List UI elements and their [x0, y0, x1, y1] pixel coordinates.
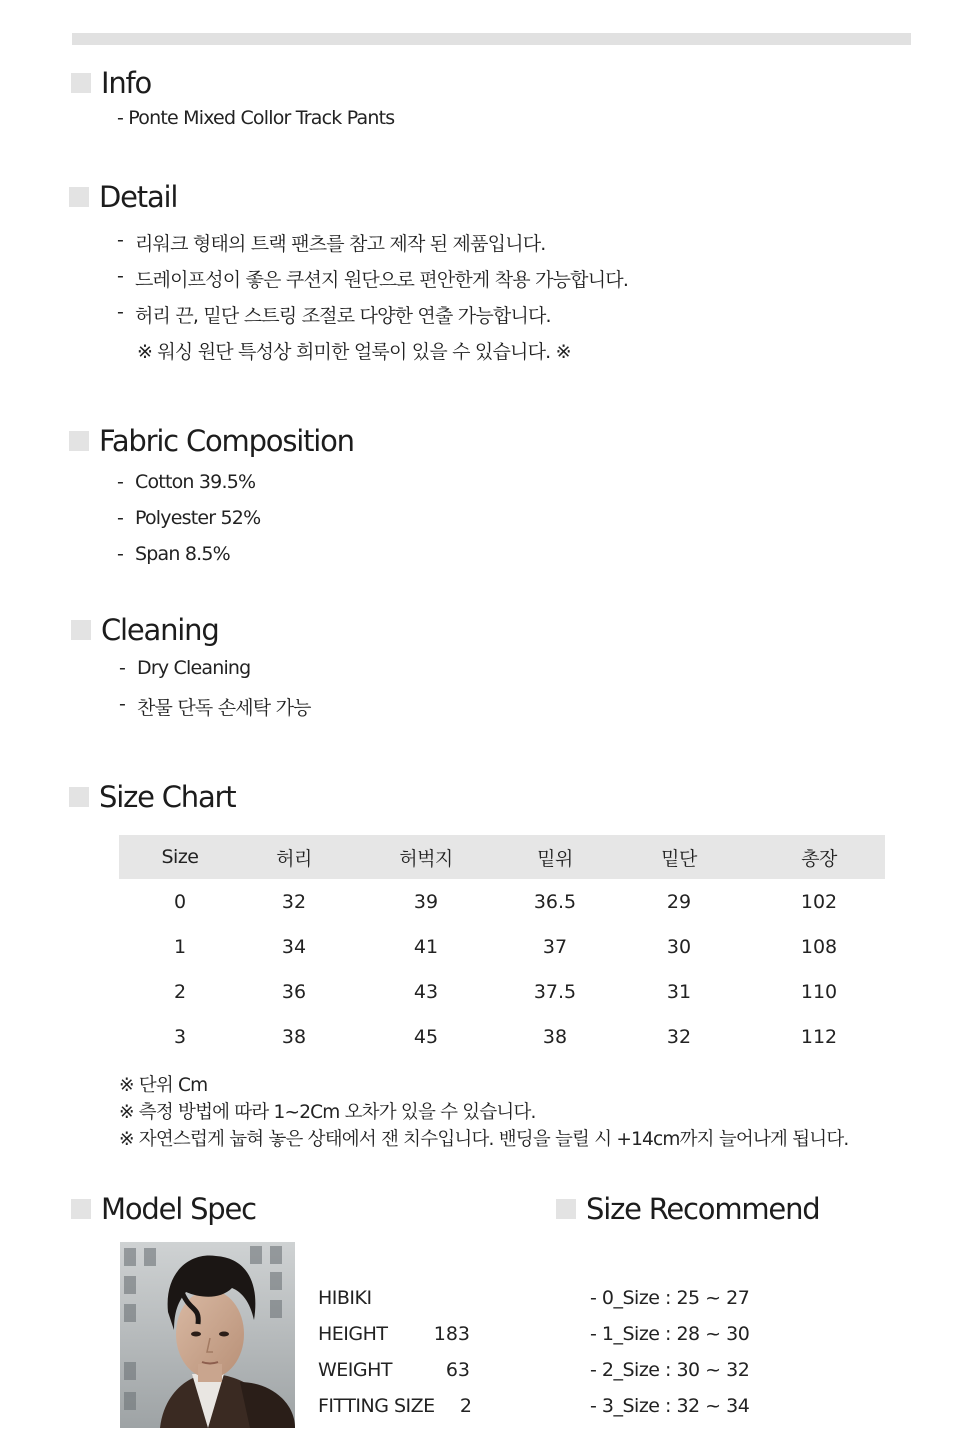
height-value: 183 — [433, 1323, 470, 1345]
table-cell: 34 — [281, 935, 307, 958]
table-cell: 102 — [800, 890, 838, 913]
table-cell: 31 — [666, 980, 692, 1003]
table-cell: 41 — [413, 935, 439, 958]
section-square-icon — [69, 787, 89, 807]
table-cell: 112 — [800, 1025, 838, 1048]
cleaning-title: Cleaning — [101, 613, 219, 647]
section-square-icon — [69, 431, 89, 451]
table-cell: 2 — [173, 980, 187, 1003]
table-cell: 0 — [173, 890, 187, 913]
fitting-size-label: FITTING SIZE — [318, 1395, 435, 1417]
section-square-icon — [71, 1199, 91, 1219]
table-row — [119, 969, 885, 1014]
section-square-icon — [71, 620, 91, 640]
size-note: ※ 자연스럽게 눕혀 놓은 상태에서 잰 치수입니다. 밴딩을 늘릴 시 +14cm까지 늘어나게 됩니다. — [119, 1129, 849, 1150]
table-header-row — [119, 835, 885, 879]
size-note: ※ 측정 방법에 따라 1~2Cm 오차가 있을 수 있습니다. — [119, 1102, 536, 1123]
size-chart-title: Size Chart — [99, 780, 236, 814]
section-square-icon — [71, 73, 91, 93]
table-cell: 37.5 — [533, 980, 577, 1003]
detail-section-header — [69, 180, 177, 214]
size-chart-section-header — [69, 780, 235, 814]
table-cell: 32 — [666, 1025, 692, 1048]
size-recommend-item: - 2_Size : 30 ~ 32 — [590, 1359, 750, 1381]
size-recommend-item: - 0_Size : 25 ~ 27 — [590, 1287, 750, 1309]
product-name: - Ponte Mixed Collor Track Pants — [117, 107, 395, 129]
section-square-icon — [69, 187, 89, 207]
model-spec-title: Model Spec — [101, 1192, 256, 1226]
detail-note: ※ 워싱 원단 특성상 희미한 얼룩이 있을 수 있습니다. ※ — [137, 341, 571, 363]
cleaning-item: - 찬물 단독 손세탁 가능 — [119, 693, 311, 719]
fabric-item: - Span 8.5% — [117, 543, 230, 565]
size-note: ※ 단위 Cm — [119, 1075, 208, 1096]
info-section-header — [71, 66, 151, 100]
table-cell: 36 — [281, 980, 307, 1003]
detail-bullet: - 허리 끈, 밑단 스트링 조절로 다양한 연출 가능합니다. — [117, 301, 551, 327]
size-recommend-item: - 1_Size : 28 ~ 30 — [590, 1323, 750, 1345]
column-header: 밑단 — [661, 847, 697, 870]
model-spec-section-header — [71, 1192, 256, 1226]
fabric-item: - Cotton 39.5% — [117, 471, 256, 493]
table-cell: 3 — [173, 1025, 187, 1048]
detail-title: Detail — [99, 180, 178, 214]
info-title: Info — [101, 66, 152, 100]
table-cell: 1 — [173, 935, 187, 958]
table-cell: 108 — [800, 935, 838, 958]
detail-bullet: - 리워크 형태의 트랙 팬츠를 참고 제작 된 제품입니다. — [117, 229, 546, 255]
size-recommend-title: Size Recommend — [586, 1192, 820, 1226]
table-cell: 30 — [666, 935, 692, 958]
model-name: HIBIKI — [318, 1287, 372, 1309]
fitting-size-value: 2 — [459, 1395, 472, 1417]
fabric-item: - Polyester 52% — [117, 507, 261, 529]
cleaning-item: - Dry Cleaning — [119, 657, 251, 679]
weight-label: WEIGHT — [318, 1359, 393, 1381]
size-recommend-item: - 3_Size : 32 ~ 34 — [590, 1395, 750, 1417]
table-cell: 38 — [281, 1025, 307, 1048]
fabric-title: Fabric Composition — [99, 424, 354, 458]
table-row — [119, 1014, 885, 1059]
cleaning-section-header — [71, 613, 219, 647]
table-cell: 39 — [413, 890, 439, 913]
weight-value: 63 — [445, 1359, 470, 1381]
model-photo — [120, 1242, 295, 1428]
detail-bullet: - 드레이프성이 좋은 쿠션지 원단으로 편안한게 착용 가능합니다. — [117, 265, 629, 291]
top-divider — [72, 33, 911, 45]
column-header: 허리 — [276, 847, 312, 870]
column-header: 밑위 — [537, 847, 573, 870]
column-header: 허벅지 — [399, 847, 453, 870]
table-cell: 37 — [542, 935, 568, 958]
column-header: Size — [161, 846, 199, 868]
table-row — [119, 924, 885, 969]
section-square-icon — [556, 1199, 576, 1219]
table-cell: 29 — [666, 890, 692, 913]
table-cell: 43 — [413, 980, 439, 1003]
table-cell: 110 — [800, 980, 838, 1003]
column-header: 총장 — [801, 847, 837, 870]
table-row — [119, 879, 885, 924]
fabric-section-header — [69, 424, 354, 458]
table-cell: 36.5 — [533, 890, 577, 913]
table-cell: 38 — [542, 1025, 568, 1048]
table-cell: 45 — [413, 1025, 439, 1048]
table-cell: 32 — [281, 890, 307, 913]
height-label: HEIGHT — [318, 1323, 388, 1345]
size-recommend-section-header — [556, 1192, 819, 1226]
size-chart-table — [119, 835, 885, 1059]
